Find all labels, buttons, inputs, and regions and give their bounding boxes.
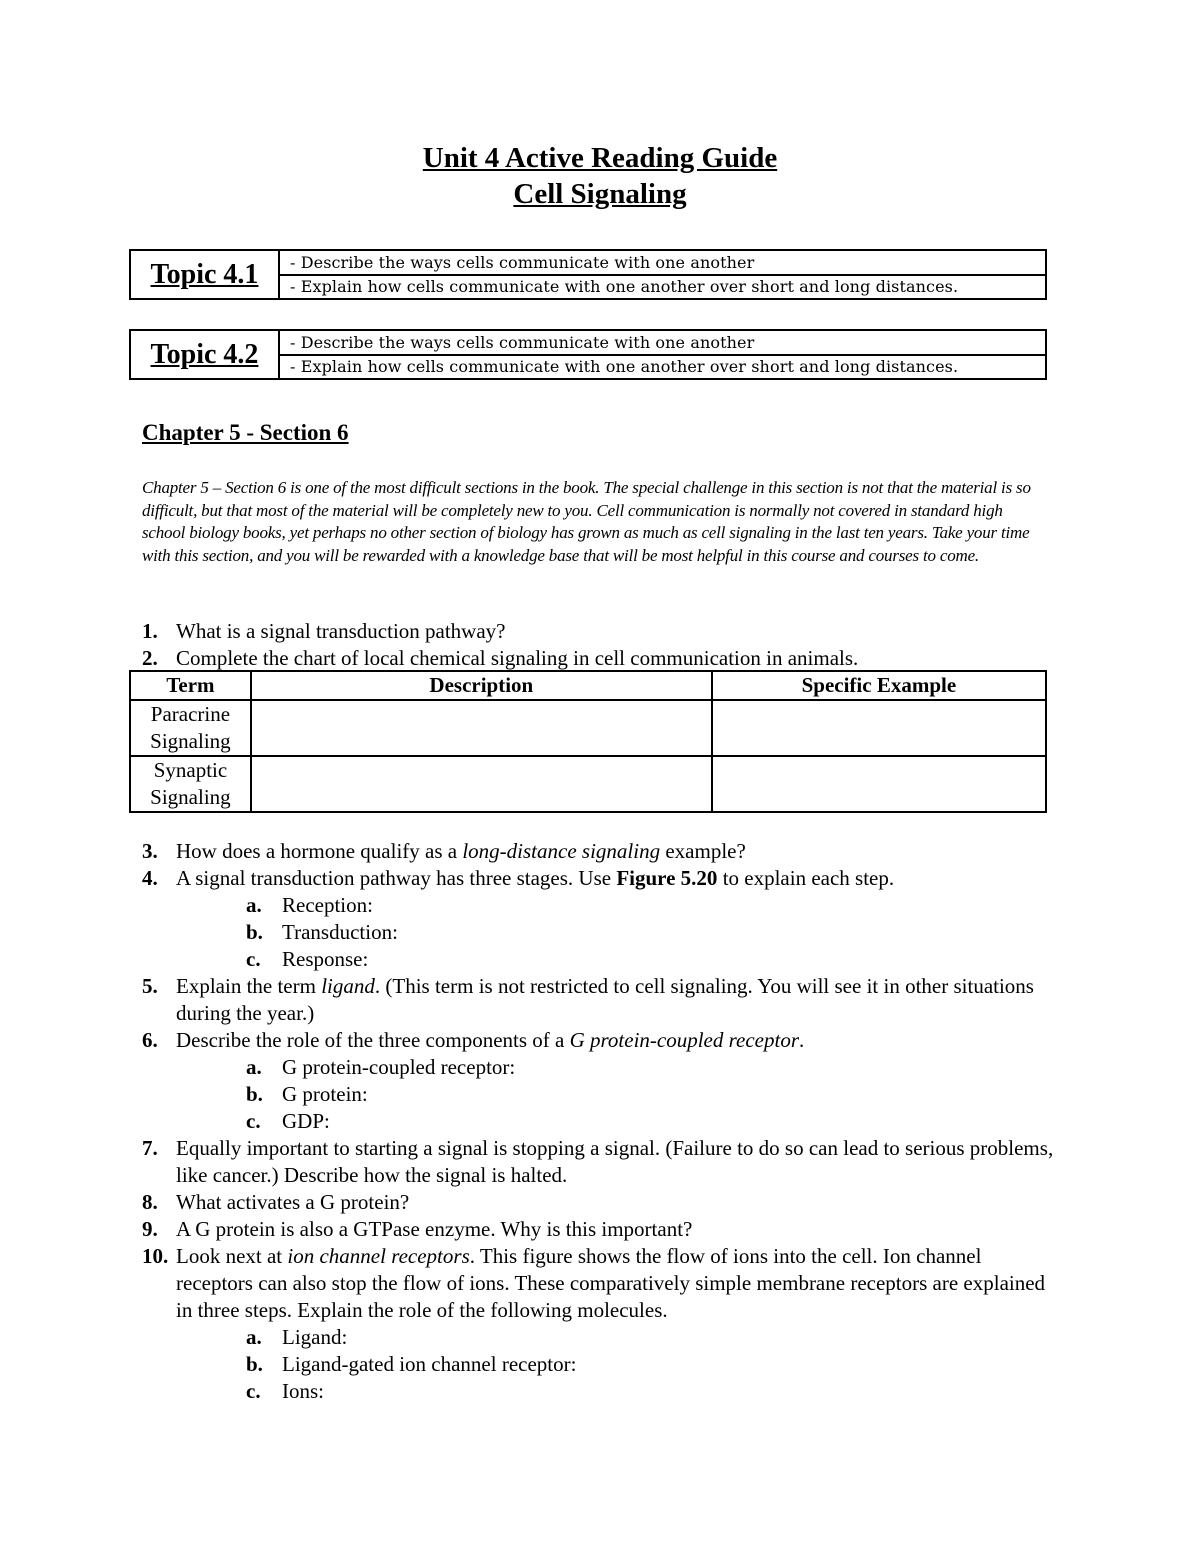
- question-text: How does a hormone qualify as a long-distance signaling example?: [176, 839, 746, 863]
- question-10: [142, 1243, 1062, 1324]
- sub-question: [246, 1324, 347, 1351]
- section-heading: Chapter 5 - Section 6: [142, 420, 349, 445]
- sub-letter: a.: [246, 893, 262, 917]
- question-number: 6.: [142, 1028, 158, 1052]
- table-row: [130, 700, 1046, 756]
- sub-question: [246, 919, 398, 946]
- question-text: Equally important to starting a signal is stopping a signal. (Failure to do so can lead to serious problems, like cancer.) Describe how the signal is halted.: [176, 1136, 1054, 1187]
- question-text: Explain the term ligand. (This term is not restricted to cell signaling. You will see it in other situations during the year.): [176, 974, 1034, 1025]
- sub-question: [246, 1054, 515, 1081]
- question-number: 9.: [142, 1217, 158, 1241]
- column-header: Description: [251, 671, 712, 700]
- question-5: [142, 973, 1062, 1027]
- question-number: 10.: [142, 1244, 169, 1268]
- question-9: [142, 1216, 1062, 1243]
- question-number: 2.: [142, 646, 158, 670]
- topic-label: Topic 4.1: [131, 251, 280, 298]
- question-text: Describe the role of the three components of a G protein-coupled receptor.: [176, 1028, 805, 1052]
- sub-question: [246, 946, 368, 973]
- sub-letter: a.: [246, 1055, 262, 1079]
- sub-letter: c.: [246, 1379, 261, 1403]
- sub-text: Ions:: [282, 1379, 324, 1403]
- term-text: Signaling: [150, 785, 231, 809]
- question-8: [142, 1189, 1062, 1216]
- column-header: Term: [130, 671, 251, 700]
- term-text: Signaling: [150, 729, 231, 753]
- question-text: What activates a G protein?: [176, 1190, 410, 1214]
- sub-letter: b.: [246, 1082, 263, 1106]
- question-number: 1.: [142, 619, 158, 643]
- sub-text: G protein:: [282, 1082, 368, 1106]
- sub-letter: c.: [246, 947, 261, 971]
- signaling-chart-table: [129, 670, 1047, 813]
- question-text: Look next at ion channel receptors. This figure shows the flow of ions into the cell. Ion channel receptors can also stop the flow of ions. These comparatively simple membrane receptors are explained in three steps. Explain the role of the following molecules.: [176, 1244, 1046, 1322]
- question-6: [142, 1027, 1062, 1054]
- sub-letter: b.: [246, 1352, 263, 1376]
- question-number: 4.: [142, 866, 158, 890]
- sub-letter: b.: [246, 920, 263, 944]
- question-1: [142, 618, 1062, 645]
- sub-question: [246, 892, 373, 919]
- sub-question: [246, 1081, 368, 1108]
- description-cell[interactable]: [251, 756, 712, 812]
- topic-objective: - Explain how cells communicate with one another over short and long distances.: [280, 354, 1045, 379]
- question-text: A G protein is also a GTPase enzyme. Why is this important?: [176, 1217, 693, 1241]
- sub-text: Ligand-gated ion channel receptor:: [282, 1352, 577, 1376]
- topic-box-4-2: [129, 329, 1047, 380]
- sub-text: Response:: [282, 947, 369, 971]
- question-text: A signal transduction pathway has three stages. Use Figure 5.20 to explain each step.: [176, 866, 895, 890]
- sub-text: Ligand:: [282, 1325, 348, 1349]
- topic-box-4-1: [129, 249, 1047, 300]
- sub-question: [246, 1351, 576, 1378]
- page-subtitle: Cell Signaling: [513, 178, 687, 210]
- question-number: 3.: [142, 839, 158, 863]
- topic-objective: - Describe the ways cells communicate with one another: [290, 332, 755, 352]
- sub-text: GDP:: [282, 1109, 330, 1133]
- question-2: [142, 645, 1062, 672]
- question-number: 5.: [142, 974, 158, 998]
- table-row: [130, 756, 1046, 812]
- title-block: [0, 140, 1200, 212]
- question-text: Complete the chart of local chemical signaling in cell communication in animals.: [176, 646, 859, 670]
- topic-label: Topic 4.2: [131, 331, 280, 378]
- example-cell[interactable]: [712, 700, 1046, 756]
- term-text: Paracrine: [150, 702, 231, 726]
- sub-question: [246, 1378, 324, 1405]
- question-4: [142, 865, 1062, 892]
- column-header: Specific Example: [712, 671, 1046, 700]
- table-header-row: [130, 671, 1046, 700]
- sub-text: Reception:: [282, 893, 373, 917]
- page-title: Unit 4 Active Reading Guide: [422, 142, 778, 174]
- sub-letter: a.: [246, 1325, 262, 1349]
- term-text: Synaptic: [153, 758, 228, 782]
- sub-letter: c.: [246, 1109, 261, 1133]
- topic-objective: - Explain how cells communicate with one another over short and long distances.: [280, 274, 1045, 299]
- example-cell[interactable]: [712, 756, 1046, 812]
- sub-text: Transduction:: [282, 920, 398, 944]
- term-cell: [130, 756, 251, 812]
- topic-objective: - Describe the ways cells communicate with one another: [290, 252, 755, 272]
- term-cell: [130, 700, 251, 756]
- sub-text: G protein-coupled receptor:: [282, 1055, 516, 1079]
- question-number: 8.: [142, 1190, 158, 1214]
- question-text: What is a signal transduction pathway?: [176, 619, 506, 643]
- sub-question: [246, 1108, 330, 1135]
- description-cell[interactable]: [251, 700, 712, 756]
- question-number: 7.: [142, 1136, 158, 1160]
- section-intro: Chapter 5 – Section 6 is one of the most difficult sections in the book. The special challenge in this section is not that the material is so difficult, but that most of the material will be completely new to you. Cell communication is normally not covered in standard high school biology books, yet perhaps no other section of biology has grown as much as cell signaling in the last ten years. Take your time with this section, and you will be rewarded with a knowledge base that will be most helpful in this course and courses to come.: [142, 478, 1031, 565]
- question-3: [142, 838, 1062, 865]
- question-7: [142, 1135, 1062, 1189]
